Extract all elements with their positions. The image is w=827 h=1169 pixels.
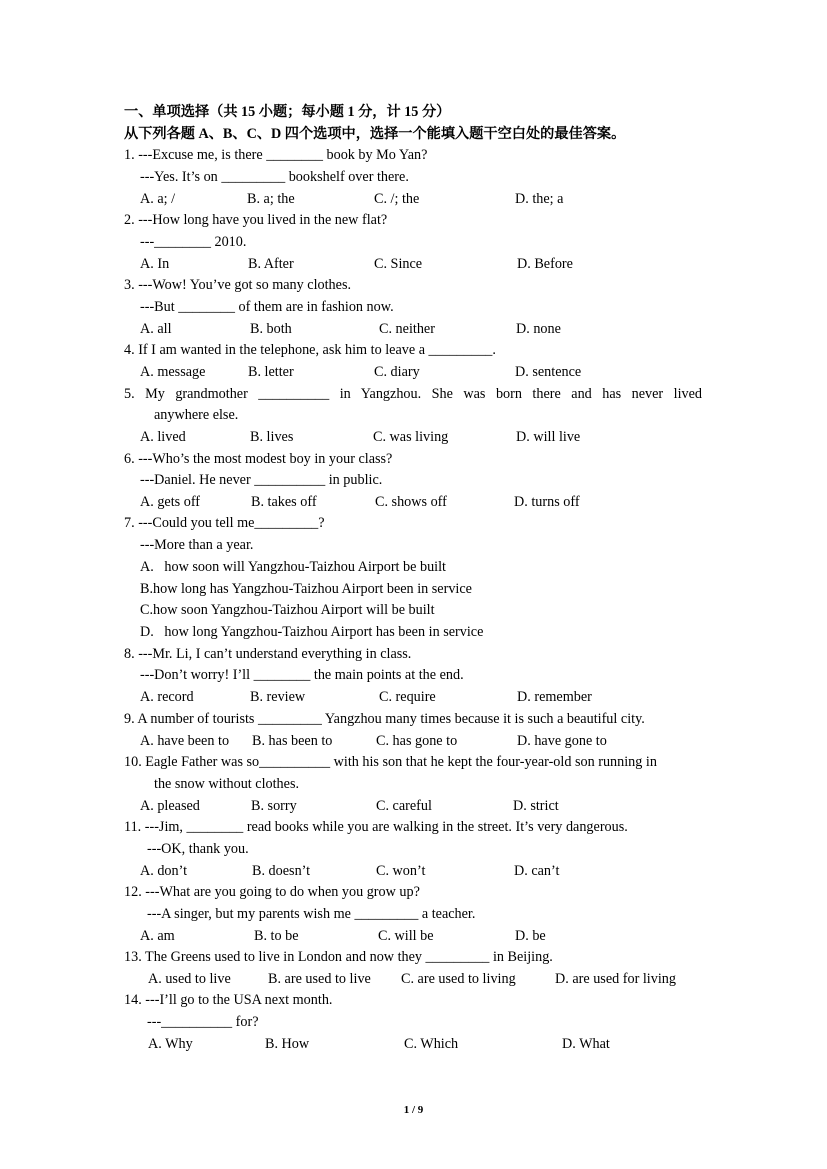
- option-d: D. Before: [517, 256, 573, 272]
- option-b: B. letter: [248, 364, 294, 380]
- question-6-reply: ---Daniel. He never __________ in public.: [140, 472, 383, 488]
- question-13-stem: 13. The Greens used to live in London and now they _________ in Beijing.: [124, 949, 553, 965]
- option-c: C. require: [379, 689, 436, 705]
- option-a: A. record: [140, 689, 194, 705]
- option-c: C. /; the: [374, 191, 420, 207]
- question-13-options: [0, 970, 827, 988]
- question-7-reply: ---More than a year.: [140, 537, 254, 553]
- option-d: D. have gone to: [517, 733, 607, 749]
- question-12-options: [0, 927, 827, 945]
- option-b: B. takes off: [251, 494, 317, 510]
- question-6-stem: 6. ---Who’s the most modest boy in your class?: [124, 451, 393, 467]
- question-10-stem: 10. Eagle Father was so__________ with his son that he kept the four-year-old son running in: [124, 754, 657, 770]
- option-b: B. has been to: [252, 733, 333, 749]
- option-b: B. After: [248, 256, 294, 272]
- question-12-reply: ---A singer, but my parents wish me _________ a teacher.: [147, 906, 476, 922]
- option-a: A. Why: [148, 1036, 193, 1052]
- option-a: A. used to live: [148, 971, 231, 987]
- option-d: D. will live: [516, 429, 581, 445]
- option-d: D. the; a: [515, 191, 564, 207]
- option-d: D. What: [562, 1036, 610, 1052]
- question-10-options: [0, 797, 827, 815]
- option-c: C. Since: [374, 256, 423, 272]
- question-2-stem: 2. ---How long have you lived in the new flat?: [124, 212, 388, 228]
- option-c: C. are used to living: [401, 971, 516, 987]
- option-b: B. a; the: [247, 191, 295, 207]
- option-a: A. have been to: [140, 733, 230, 749]
- option-a: A. am: [140, 928, 175, 944]
- question-5-stem-continued: anywhere else.: [154, 407, 239, 423]
- question-7-stem: 7. ---Could you tell me_________?: [124, 515, 325, 531]
- question-10-stem-continued: the snow without clothes.: [154, 776, 300, 792]
- option-c: C. diary: [374, 364, 420, 380]
- option-a: A. lived: [140, 429, 186, 445]
- option-c: C. will be: [378, 928, 434, 944]
- question-8-reply: ---Don’t worry! I’ll ________ the main points at the end.: [140, 667, 464, 683]
- question-6-options: [0, 493, 827, 511]
- option-b: B. both: [250, 321, 292, 337]
- question-4-options: [0, 363, 827, 381]
- option-b: B. doesn’t: [252, 863, 311, 879]
- option-c: C. has gone to: [376, 733, 458, 749]
- option-b: B. lives: [250, 429, 294, 445]
- question-11-reply: ---OK, thank you.: [147, 841, 249, 857]
- question-3-reply: ---But ________ of them are in fashion now.: [140, 299, 394, 315]
- question-11-stem: 11. ---Jim, ________ read books while you are walking in the street. It’s very dangerous.: [124, 819, 628, 835]
- option-a: A. message: [140, 364, 206, 380]
- option-b: B. to be: [254, 928, 299, 944]
- question-11-options: [0, 862, 827, 880]
- question-8-options: [0, 688, 827, 706]
- option-c: C. neither: [379, 321, 435, 337]
- option-c: C. was living: [373, 429, 449, 445]
- option-d: D. are used for living: [555, 971, 676, 987]
- question-3-stem: 3. ---Wow! You’ve got so many clothes.: [124, 277, 352, 293]
- option-b: B. sorry: [251, 798, 297, 814]
- option-d: D. strict: [513, 798, 559, 814]
- option-b: B. are used to live: [268, 971, 371, 987]
- option-d: D. be: [515, 928, 546, 944]
- question-1-stem: 1. ---Excuse me, is there ________ book by Mo Yan?: [124, 147, 428, 163]
- option-d: D. none: [516, 321, 561, 337]
- question-4-stem: 4. If I am wanted in the telephone, ask him to leave a _________.: [124, 342, 496, 358]
- question-7-choice-c: C.how soon Yangzhou-Taizhou Airport will be built: [140, 602, 435, 618]
- question-12-stem: 12. ---What are you going to do when you grow up?: [124, 884, 420, 900]
- question-5-options: [0, 428, 827, 446]
- option-b: B. How: [265, 1036, 310, 1052]
- option-c: C. Which: [404, 1036, 459, 1052]
- question-2-reply: ---________ 2010.: [140, 234, 247, 250]
- question-1-reply: ---Yes. It’s on _________ bookshelf over there.: [140, 169, 409, 185]
- option-d: D. can’t: [514, 863, 560, 879]
- option-a: A. gets off: [140, 494, 201, 510]
- question-1-options: [0, 190, 827, 208]
- question-7-choice-b: B.how long has Yangzhou-Taizhou Airport been in service: [140, 581, 472, 597]
- option-d: D. turns off: [514, 494, 580, 510]
- option-d: D. sentence: [515, 364, 582, 380]
- option-c: C. careful: [376, 798, 432, 814]
- option-a: A. don’t: [140, 863, 188, 879]
- question-9-stem: 9. A number of tourists _________ Yangzhou many times because it is such a beautiful city.: [124, 711, 645, 727]
- question-2-options: [0, 255, 827, 273]
- question-3-options: [0, 320, 827, 338]
- question-8-stem: 8. ---Mr. Li, I can’t understand everything in class.: [124, 646, 412, 662]
- option-c: C. shows off: [375, 494, 447, 510]
- section-instruction: 从下列各题 A、B、C、D 四个选项中，选择一个能填入题干空白处的最佳答案。: [124, 126, 626, 142]
- option-a: A. pleased: [140, 798, 200, 814]
- question-14-stem: 14. ---I’ll go to the USA next month.: [124, 992, 333, 1008]
- question-7-choice-a: A. how soon will Yangzhou-Taizhou Airport be built: [140, 559, 446, 575]
- option-d: D. remember: [517, 689, 592, 705]
- option-c: C. won’t: [376, 863, 426, 879]
- option-b: B. review: [250, 689, 306, 705]
- option-a: A. a; /: [140, 191, 176, 207]
- question-14-options: [0, 1035, 827, 1053]
- question-5-stem: 5. My grandmother __________ in Yangzhou. She was born there and has never lived: [124, 386, 702, 402]
- question-7-choice-d: D. how long Yangzhou-Taizhou Airport has been in service: [140, 624, 484, 640]
- section-title: 一、单项选择（共 15 小题；每小题 1 分，计 15 分）: [124, 104, 451, 120]
- question-9-options: [0, 732, 827, 750]
- option-a: A. all: [140, 321, 172, 337]
- page-number: 1 / 9: [403, 1104, 424, 1116]
- option-a: A. In: [140, 256, 170, 272]
- question-14-reply: ---__________ for?: [147, 1014, 259, 1030]
